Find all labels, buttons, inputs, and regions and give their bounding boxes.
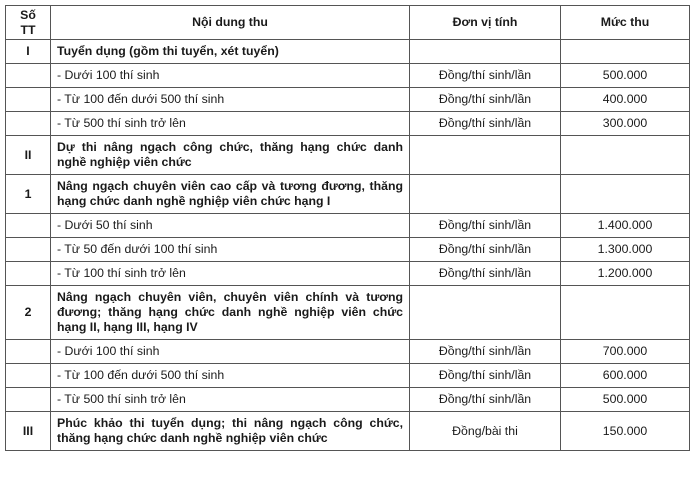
table-row [6,175,690,214]
row-unit [410,136,561,175]
table-row [6,412,690,451]
row-amount [561,136,690,175]
row-amount: 1.200.000 [561,262,690,286]
row-unit [410,40,561,64]
row-amount: 1.300.000 [561,238,690,262]
row-unit: Đồng/thí sinh/lần [410,340,561,364]
table-row [6,88,690,112]
row-unit [410,175,561,214]
row-unit [410,286,561,340]
row-unit: Đồng/thí sinh/lần [410,364,561,388]
row-content: - Từ 50 đến dưới 100 thí sinh [51,238,410,262]
row-amount: 150.000 [561,412,690,451]
row-unit: Đồng/thí sinh/lần [410,112,561,136]
row-stt [6,112,51,136]
row-stt [6,364,51,388]
row-stt: 2 [6,286,51,340]
row-unit: Đồng/bài thi [410,412,561,451]
row-amount [561,40,690,64]
row-content: Nâng ngạch chuyên viên, chuyên viên chính và tương đương; thăng hạng chức danh nghề nghiệp viên chức hạng II, hạng III, hạng IV [51,286,410,340]
header-unit: Đơn vị tính [410,6,561,40]
table-row [6,112,690,136]
row-unit: Đồng/thí sinh/lần [410,88,561,112]
row-content: - Dưới 50 thí sinh [51,214,410,238]
table-row [6,214,690,238]
table-row [6,64,690,88]
row-content: - Dưới 100 thí sinh [51,64,410,88]
table-row [6,340,690,364]
fee-table [5,5,690,451]
row-stt: 1 [6,175,51,214]
table-row [6,40,690,64]
row-amount: 500.000 [561,64,690,88]
row-unit: Đồng/thí sinh/lần [410,214,561,238]
row-amount: 300.000 [561,112,690,136]
row-amount [561,286,690,340]
row-unit: Đồng/thí sinh/lần [410,238,561,262]
row-content: - Từ 100 đến dưới 500 thí sinh [51,88,410,112]
table-row [6,262,690,286]
row-stt: III [6,412,51,451]
row-content: Tuyển dụng (gồm thi tuyển, xét tuyển) [51,40,410,64]
row-stt [6,340,51,364]
row-amount: 1.400.000 [561,214,690,238]
table-row [6,238,690,262]
row-content: - Từ 100 thí sinh trở lên [51,262,410,286]
row-amount: 700.000 [561,340,690,364]
row-unit: Đồng/thí sinh/lần [410,388,561,412]
header-content: Nội dung thu [51,6,410,40]
row-content: - Từ 500 thí sinh trở lên [51,112,410,136]
row-stt [6,388,51,412]
row-stt [6,262,51,286]
table-row [6,364,690,388]
table-row [6,388,690,412]
row-content: - Dưới 100 thí sinh [51,340,410,364]
header-amount: Mức thu [561,6,690,40]
table-row [6,136,690,175]
header-stt: Số TT [6,6,51,40]
table-row [6,286,690,340]
row-unit: Đồng/thí sinh/lần [410,262,561,286]
row-content: Phúc khảo thi tuyển dụng; thi nâng ngạch công chức, thăng hạng chức danh nghề nghiệp viên chức [51,412,410,451]
row-unit: Đồng/thí sinh/lần [410,64,561,88]
row-stt [6,88,51,112]
row-amount: 600.000 [561,364,690,388]
row-amount: 500.000 [561,388,690,412]
row-content: - Từ 100 đến dưới 500 thí sinh [51,364,410,388]
row-stt: I [6,40,51,64]
row-content: Nâng ngạch chuyên viên cao cấp và tương đương, thăng hạng chức danh nghề nghiệp viên chức hạng I [51,175,410,214]
row-stt [6,214,51,238]
row-content: Dự thi nâng ngạch công chức, thăng hạng chức danh nghề nghiệp viên chức [51,136,410,175]
row-stt [6,238,51,262]
table-header-row [6,6,690,40]
row-content: - Từ 500 thí sinh trở lên [51,388,410,412]
row-stt [6,64,51,88]
row-amount [561,175,690,214]
row-stt: II [6,136,51,175]
row-amount: 400.000 [561,88,690,112]
